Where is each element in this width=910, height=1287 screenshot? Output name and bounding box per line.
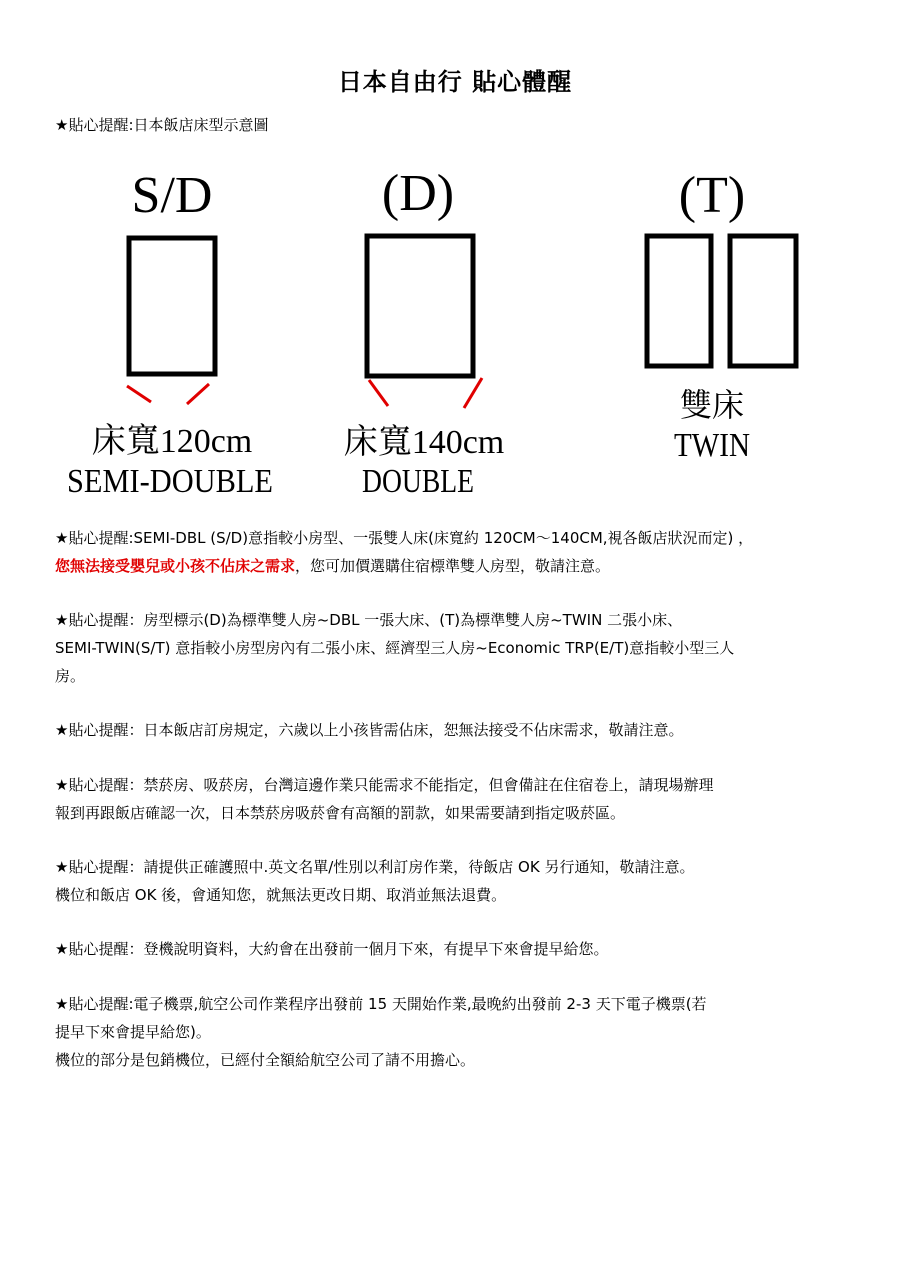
bed-type-double: DOUBLE xyxy=(362,463,474,500)
note-line: ★貼心提醒：日本飯店訂房規定，六歲以上小孩皆需佔床，恕無法接受不佔床需求，敬請注意。 xyxy=(55,721,684,739)
note-line: 機位的部分是包銷機位，已經付全額給航空公司了請不用擔心。 xyxy=(55,1051,476,1069)
width-mark-left xyxy=(369,380,388,406)
note-line: ★貼心提醒：登機說明資料，大約會在出發前一個月下來，有提早下來會提早給您。 xyxy=(55,940,609,958)
warning-text: 您無法接受嬰兒或小孩不佔床之需求 xyxy=(55,557,296,575)
note-line: 報到再跟飯店確認一次，日本禁菸房吸菸會有高額的罰款，如果需要請到指定吸菸區。 xyxy=(55,804,626,822)
note-smoking xyxy=(55,771,860,827)
width-mark-right xyxy=(464,378,482,408)
bed-double xyxy=(367,236,473,376)
note-semi-double xyxy=(55,524,860,580)
note-eticket xyxy=(55,990,860,1074)
room-code-twin: (T) xyxy=(678,167,746,224)
bed-twin-right xyxy=(730,236,796,366)
note-boarding xyxy=(55,935,860,963)
note-line xyxy=(55,552,860,580)
bed-type-diagram xyxy=(0,150,910,510)
page-title: 日本自由行 貼心體醒 xyxy=(337,68,573,96)
bed-width-double: 床寬140cm xyxy=(343,424,505,461)
note-line: ★貼心提醒：房型標示(D)為標準雙人房~DBL 一張大床、(T)為標準雙人房~TWIN 二張小床、 xyxy=(55,611,683,629)
width-mark-left xyxy=(127,386,151,402)
bed-type-twin: TWIN xyxy=(674,427,750,464)
note-line: 提早下來會提早給您)。 xyxy=(55,1023,211,1041)
bed-width-twin: 雙床 xyxy=(679,387,745,423)
bed-width-semi-double: 床寬120cm xyxy=(91,423,253,460)
note-text: ，您可加價選購住宿標準雙人房型，敬請注意。 xyxy=(295,557,611,575)
note-line: SEMI-TWIN(S/T) 意指較小房型房內有二張小床、經濟型三人房~Economic TRP(E/T)意指較小型三人 xyxy=(55,639,735,657)
note-line: 機位和飯店 OK 後，會通知您，就無法更改日期、取消並無法退費。 xyxy=(55,886,507,904)
bed-type-semi-double: SEMI-DOUBLE xyxy=(67,463,273,500)
note-line: ★貼心提醒：禁菸房、吸菸房，台灣這邊作業只能需求不能指定，但會備註在住宿卷上，請現場辦理 xyxy=(55,776,714,794)
note-line: ★貼心提醒:SEMI-DBL (S/D)意指較小房型、一張雙人床(床寬約 120CM～140CM,視各飯店狀況而定) ， xyxy=(55,529,754,547)
bed-semi-double xyxy=(129,238,215,374)
bed-twin-left xyxy=(647,236,711,366)
note-child-bed xyxy=(55,716,860,744)
note-line: 房。 xyxy=(55,667,86,685)
room-code-semi-double: S/D xyxy=(131,167,213,224)
note-room-codes xyxy=(55,606,860,690)
note-line: ★貼心提醒：請提供正確護照中.英文名單/性別以利訂房作業，待飯店 OK 另行通知，敬請注意。 xyxy=(55,858,695,876)
diagram-caption: ★貼心提醒:日本飯店床型示意圖 xyxy=(55,116,269,134)
room-code-double: (D) xyxy=(381,165,455,222)
width-mark-right xyxy=(187,384,209,404)
note-line: ★貼心提醒:電子機票,航空公司作業程序出發前 15 天開始作業,最晚約出發前 2-3 天下電子機票(若 xyxy=(55,995,707,1013)
note-passport xyxy=(55,853,860,909)
